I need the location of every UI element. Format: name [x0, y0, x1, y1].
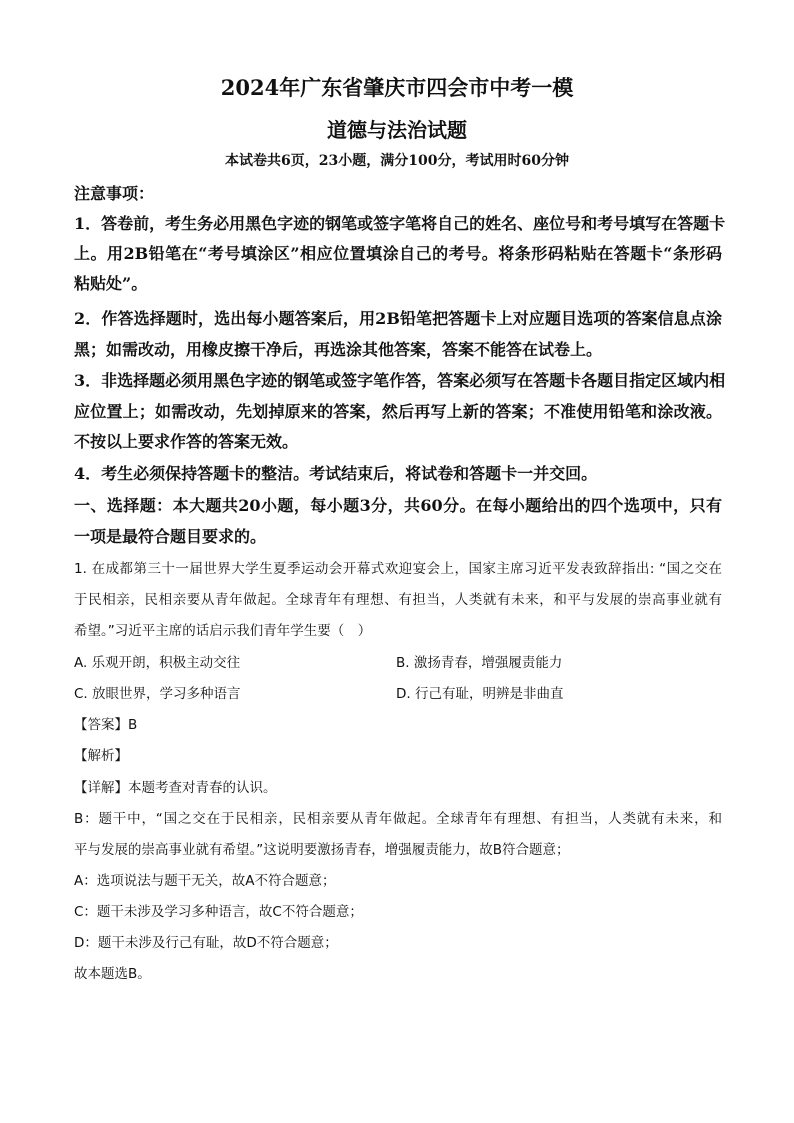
notice-line: 4．考生必须保持答题卡的整洁。考试结束后，将试卷和答题卡一并交回。 — [74, 464, 598, 483]
notice-line: 应位置上；如需改动，先划掉原来的答案，然后再写上新的答案；不准使用铅笔和涂改液。 — [74, 402, 722, 421]
analysis-label: 【解析】 — [74, 748, 128, 764]
explanation-line: B：题干中，“国之交在于民相亲，民相亲要从青年做起。全球青年有理想、有担当，人类就有未来，和 — [74, 811, 722, 827]
notice-line: 粘贴处”。 — [74, 274, 148, 293]
option-a: A. 乐观开朗，积极主动交往 — [74, 655, 241, 671]
section-heading: 一项是最符合题目要求的。 — [74, 527, 267, 546]
notice-line: 黑；如需改动，用橡皮擦干净后，再选涂其他答案，答案不能答在试卷上。 — [74, 340, 603, 359]
question-stem: 希望。”习近平主席的话启示我们青年学生要（ ） — [74, 623, 372, 639]
section-heading: 一、选择题：本大题共20小题，每小题3分，共60分。在每小题给出的四个选项中，只有 — [74, 496, 722, 515]
notice-line: 2．作答选择题时，选出每小题答案后，用2B铅笔把答题卡上对应题目选项的答案信息点涂 — [74, 309, 722, 328]
explanation-line: C：题干未涉及学习多种语言，故C不符合题意； — [74, 904, 363, 920]
question-stem: 于民相亲，民相亲要从青年做起。全球青年有理想、有担当，人类就有未来，和平与发展的崇高事业就有 — [74, 592, 722, 608]
exam-subject: 道德与法治试题 — [327, 118, 467, 142]
exam-info: 本试卷共6页，23小题，满分100分，考试用时60分钟 — [225, 153, 569, 169]
explanation-line: 平与发展的崇高事业就有希望。”这说明要激扬青春，增强履责能力，故B符合题意； — [74, 842, 570, 858]
question-stem: 1. 在成都第三十一届世界大学生夏季运动会开幕式欢迎宴会上，国家主席习近平发表致辞指出: “国之交在 — [74, 561, 722, 577]
notice-line: 3．非选择题必须用黑色字迹的钢笔或签字笔作答，答案必须写在答题卡各题目指定区域内相 — [74, 371, 726, 390]
option-b: B. 激扬青春，增强履责能力 — [396, 655, 563, 671]
explanation-line: 故本题选B。 — [74, 966, 151, 982]
notice-line: 上。用2B铅笔在“考号填涂区”相应位置填涂自己的考号。将条形码粘贴在答题卡“条形码 — [74, 244, 722, 263]
notice-heading: 注意事项： — [74, 184, 155, 203]
answer-label: 【答案】B — [74, 717, 138, 733]
notice-line: 不按以上要求作答的答案无效。 — [74, 432, 299, 451]
explanation-line: 【详解】本题考查对青春的认识。 — [74, 780, 277, 796]
explanation-line: D：题干未涉及行己有耻，故D不符合题意； — [74, 935, 338, 951]
option-c: C. 放眼世界，学习多种语言 — [74, 686, 241, 702]
option-d: D. 行己有耻，明辨是非曲直 — [396, 686, 564, 702]
explanation-line: A：选项说法与题干无关，故A不符合题意； — [74, 873, 336, 889]
exam-title: 2024年广东省肇庆市四会市中考一模 — [220, 75, 574, 100]
notice-line: 1．答卷前，考生务必用黑色字迹的钢笔或签字笔将自己的姓名、座位号和考号填写在答题卡 — [74, 214, 726, 233]
